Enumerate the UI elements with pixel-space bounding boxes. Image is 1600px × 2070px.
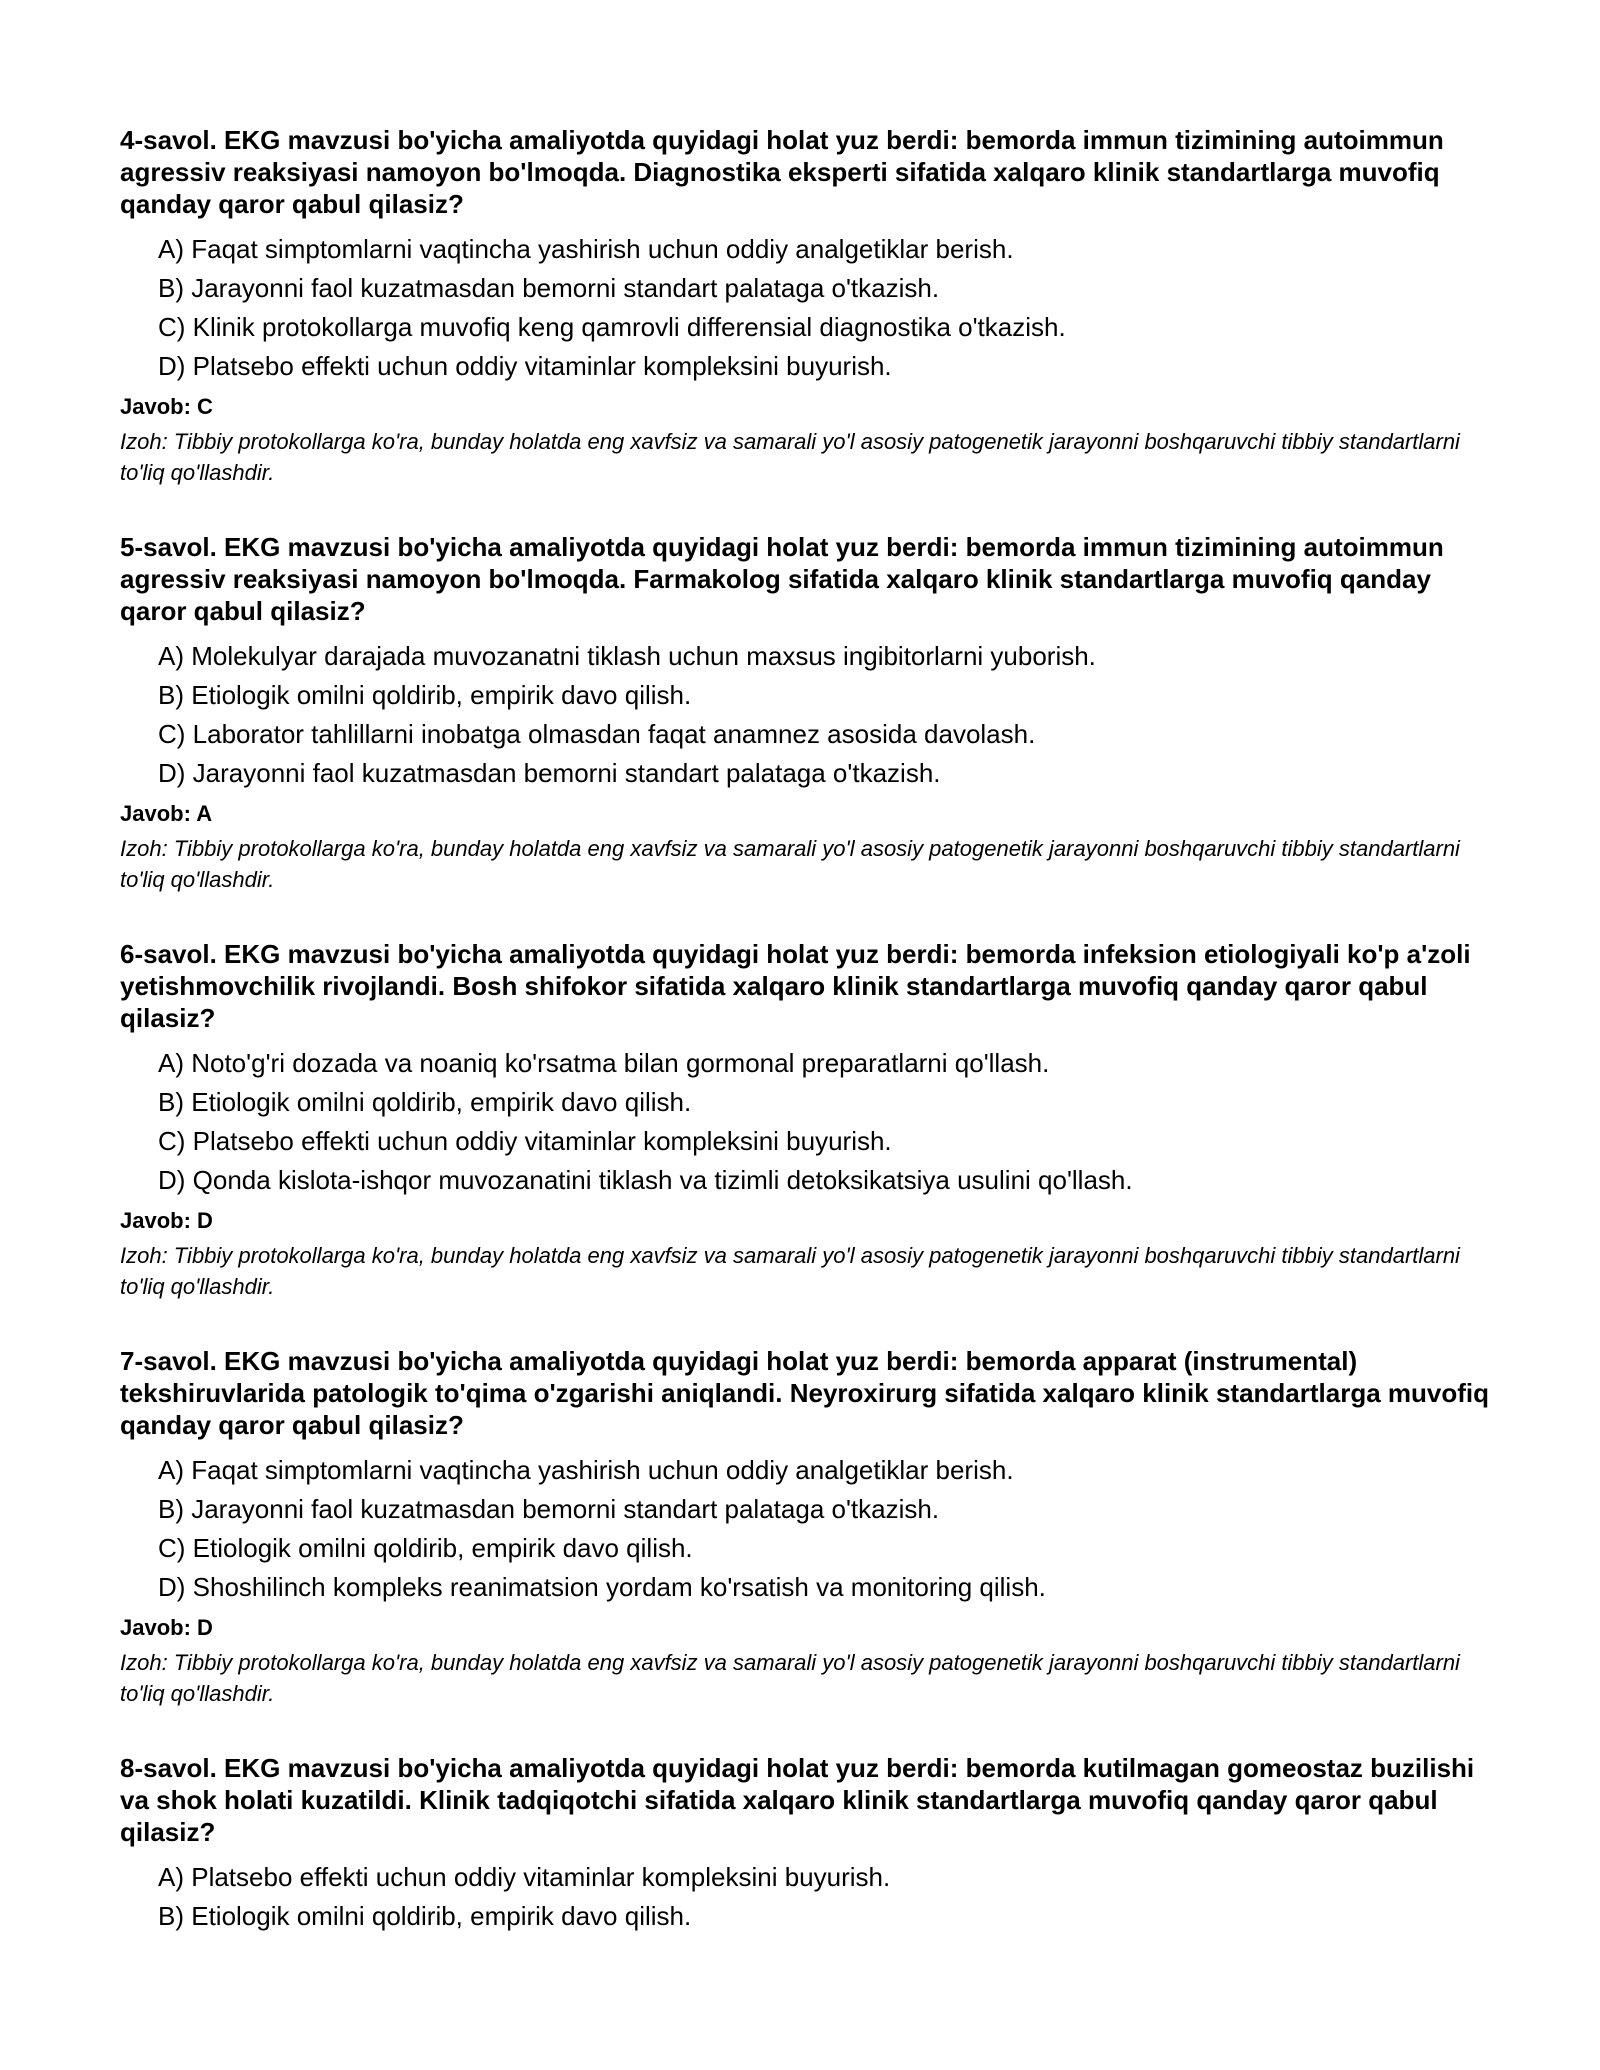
- option-b: B) Etiologik omilni qoldirib, empirik davo qilish.: [158, 1087, 692, 1117]
- question-text: 8-savol. EKG mavzusi bo'yicha amaliyotda quyidagi holat yuz berdi: bemorda kutilmagan gomeostaz buzilishi va shok holati kuzatildi. Klinik tadqiqotchi sifatida xalqaro klinik standartlarga muvofiq qanday qaror qabul qilasiz?: [120, 1753, 1475, 1847]
- option-list: [120, 230, 1500, 386]
- answer-label: Javob: D: [120, 1615, 213, 1640]
- question-5: [120, 531, 1500, 895]
- option-c: C) Etiologik omilni qoldirib, empirik davo qilish.: [158, 1533, 693, 1563]
- option-c: C) Klinik protokollarga muvofiq keng qamrovli differensial diagnostika o'tkazish.: [158, 312, 1066, 342]
- option-list: [120, 1858, 1500, 1936]
- answer-label: Javob: C: [120, 394, 213, 419]
- answer-label: Javob: D: [120, 1208, 213, 1233]
- question-text: 7-savol. EKG mavzusi bo'yicha amaliyotda quyidagi holat yuz berdi: bemorda apparat (instrumental) tekshiruvlarida patologik to'qima o'zgarishi aniqlandi. Neyroxirurg sifatida xalqaro klinik standartlarga muvofiq qanday qaror qabul qilasiz?: [120, 1346, 1490, 1440]
- question-text: 6-savol. EKG mavzusi bo'yicha amaliyotda quyidagi holat yuz berdi: bemorda infeksion etiologiyali ko'p a'zoli yetishmovchilik rivojlandi. Bosh shifokor sifatida xalqaro klinik standartlarga muvofiq qanday qaror qabul qilasiz?: [120, 939, 1471, 1033]
- option-d: D) Platsebo effekti uchun oddiy vitaminlar kompleksini buyurish.: [158, 351, 892, 381]
- question-6: [120, 938, 1500, 1302]
- answer-label: Javob: A: [120, 801, 213, 826]
- explanation-note: Izoh: Tibbiy protokollarga ko'ra, bunday holatda eng xavfsiz va samarali yo'l asosiy patogenetik jarayonni boshqaruvchi tibbiy standartlarni to'liq qo'llashdir.: [120, 1650, 1460, 1706]
- question-4: [120, 124, 1500, 488]
- option-a: A) Faqat simptomlarni vaqtincha yashirish uchun oddiy analgetiklar berish.: [158, 234, 1014, 264]
- question-text: 4-savol. EKG mavzusi bo'yicha amaliyotda quyidagi holat yuz berdi: bemorda immun tizimining autoimmun agressiv reaksiyasi namoyon bo'lmoqda. Diagnostika eksperti sifatida xalqaro klinik standartlarga muvofiq qanday qaror qabul qilasiz?: [120, 125, 1444, 219]
- option-c: C) Platsebo effekti uchun oddiy vitaminlar kompleksini buyurish.: [158, 1126, 892, 1156]
- document-page: [120, 124, 1500, 1979]
- option-list: [120, 1451, 1500, 1607]
- question-7: [120, 1345, 1500, 1709]
- option-d: D) Shoshilinch kompleks reanimatsion yordam ko'rsatish va monitoring qilish.: [158, 1572, 1046, 1602]
- option-a: A) Platsebo effekti uchun oddiy vitaminlar kompleksini buyurish.: [158, 1862, 891, 1892]
- option-b: B) Jarayonni faol kuzatmasdan bemorni standart palataga o'tkazish.: [158, 1494, 940, 1524]
- option-list: [120, 637, 1500, 793]
- option-a: A) Noto'g'ri dozada va noaniq ko'rsatma bilan gormonal preparatlarni qo'llash.: [158, 1048, 1050, 1078]
- option-a: A) Faqat simptomlarni vaqtincha yashirish uchun oddiy analgetiklar berish.: [158, 1455, 1014, 1485]
- option-b: B) Etiologik omilni qoldirib, empirik davo qilish.: [158, 680, 692, 710]
- option-d: D) Qonda kislota-ishqor muvozanatini tiklash va tizimli detoksikatsiya usulini qo'llash.: [158, 1165, 1133, 1195]
- explanation-note: Izoh: Tibbiy protokollarga ko'ra, bunday holatda eng xavfsiz va samarali yo'l asosiy patogenetik jarayonni boshqaruvchi tibbiy standartlarni to'liq qo'llashdir.: [120, 836, 1460, 892]
- question-text: 5-savol. EKG mavzusi bo'yicha amaliyotda quyidagi holat yuz berdi: bemorda immun tizimining autoimmun agressiv reaksiyasi namoyon bo'lmoqda. Farmakolog sifatida xalqaro klinik standartlarga muvofiq qanday qaror qabul qilasiz?: [120, 532, 1444, 626]
- option-d: D) Jarayonni faol kuzatmasdan bemorni standart palataga o'tkazish.: [158, 758, 941, 788]
- option-list: [120, 1044, 1500, 1200]
- question-8: [120, 1752, 1500, 1936]
- option-b: B) Jarayonni faol kuzatmasdan bemorni standart palataga o'tkazish.: [158, 273, 940, 303]
- option-c: C) Laborator tahlillarni inobatga olmasdan faqat anamnez asosida davolash.: [158, 719, 1036, 749]
- option-b: B) Etiologik omilni qoldirib, empirik davo qilish.: [158, 1901, 692, 1931]
- explanation-note: Izoh: Tibbiy protokollarga ko'ra, bunday holatda eng xavfsiz va samarali yo'l asosiy patogenetik jarayonni boshqaruvchi tibbiy standartlarni to'liq qo'llashdir.: [120, 1243, 1460, 1299]
- option-a: A) Molekulyar darajada muvozanatni tiklash uchun maxsus ingibitorlarni yuborish.: [158, 641, 1096, 671]
- explanation-note: Izoh: Tibbiy protokollarga ko'ra, bunday holatda eng xavfsiz va samarali yo'l asosiy patogenetik jarayonni boshqaruvchi tibbiy standartlarni to'liq qo'llashdir.: [120, 429, 1460, 485]
